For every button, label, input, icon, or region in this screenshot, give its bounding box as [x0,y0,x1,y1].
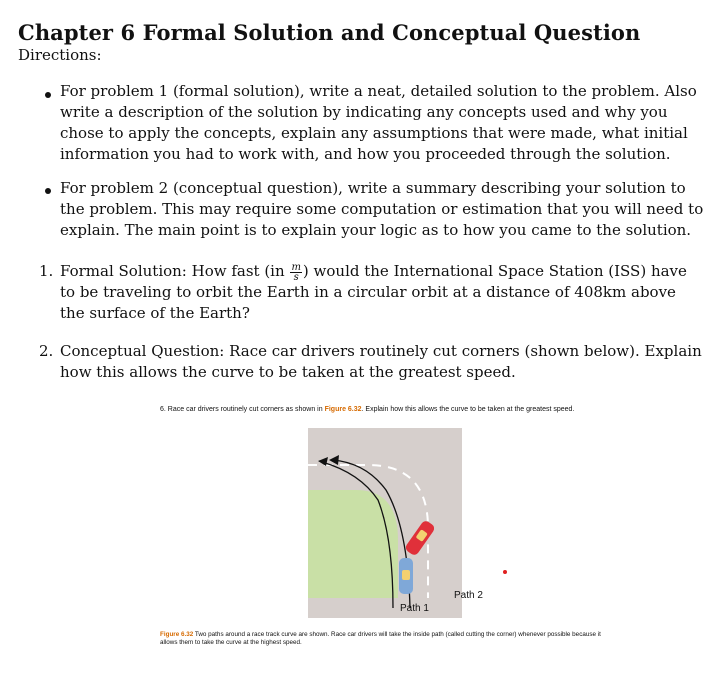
instruction-bullet-2: For problem 2 (conceptual question), write a summary describing your solution to the problem. This may require some computation or estimation that you will need to explain. The main point is to explain your logic as to how you came to the solution. [60,179,704,239]
problem-1-text-after: ) would the International Space Station (ISS) have to be traveling to orbit the Earth in a circular orbit at a distance of 408km above the surface of the Earth? [60,262,687,322]
path-1-label: Path 1 [400,603,429,614]
unit-numerator: m [291,261,301,273]
problem-2-number: 2. [39,342,54,360]
figure-caption: Figure 6.32 Two paths around a race track curve are shown. Race car drivers will take the inside path (called cutting the corner) whenever possible because it allows them to take the curve at the highest speed. [160,631,601,646]
instruction-bullet-1: For problem 1 (formal solution), write a neat, detailed solution to the problem. Also write a description of the solution by indicating any concepts used and why you chose to apply the concepts, explain any assumptions that were made, what initial information you had to work with, and how you proceeded through the solution. [60,82,697,163]
red-dot-marker [503,570,507,574]
inside-grass [308,490,398,598]
page-title: Chapter 6 Formal Solution and Conceptual Question [18,20,641,45]
bullet-marker [45,188,51,194]
problem-1-number: 1. [39,262,54,280]
path-2-label: Path 2 [454,590,483,601]
problem-2-text: Conceptual Question: Race car drivers routinely cut corners (shown below). Explain how this allows the curve to be taken at the greatest speed. [60,342,702,381]
bullet-marker [45,92,51,98]
blue-race-car [399,558,413,594]
unit-denominator: s [293,271,299,283]
figure-reference: Figure 6.32 [324,406,362,413]
problem-1-text [60,261,705,324]
race-track-figure [158,404,618,656]
directions-label: Directions: [18,46,102,64]
figure-caption-ref: Figure 6.32 [160,631,194,638]
unit-fraction [290,263,301,282]
problem-1-text-before: Formal Solution: How fast (in [60,262,285,280]
figure-question-caption: 6. Race car drivers routinely cut corners as shown in Figure 6.32. Explain how this allows the curve to be taken at the greatest speed. [160,406,575,413]
race-track-diagram [308,428,468,618]
